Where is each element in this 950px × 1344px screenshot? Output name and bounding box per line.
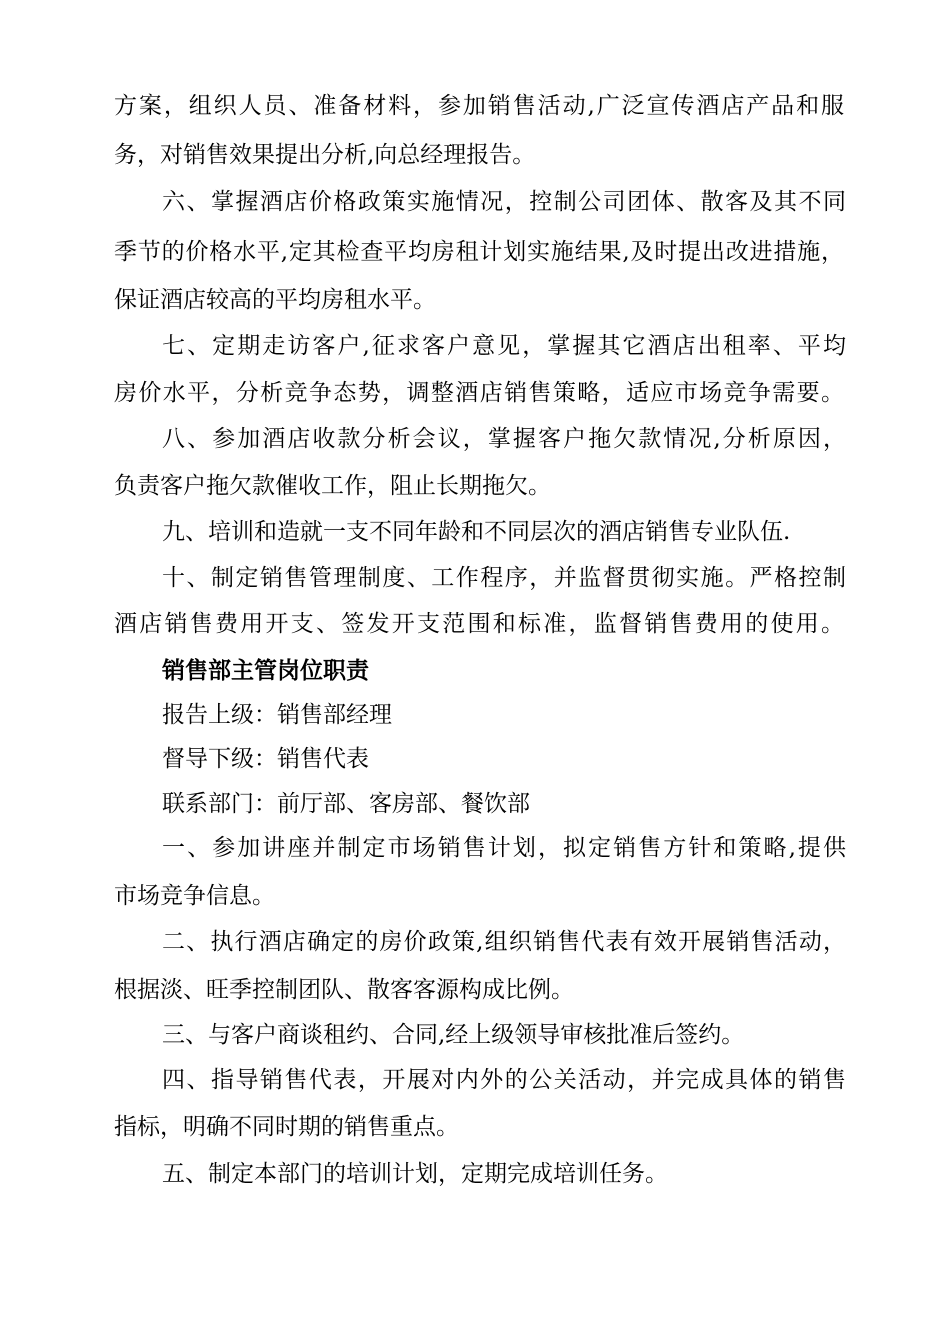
paragraph-line: 务，对销售效果提出分析,向总经理报告。	[114, 142, 536, 168]
paragraph-line: 六、掌握酒店价格政策实施情况，控制公司团体、散客及其不同	[162, 189, 846, 215]
paragraph-line: 九、培训和造就一支不同年龄和不同层次的酒店销售专业队伍.	[162, 519, 791, 545]
paragraph-line: 酒店销售费用开支、签发开支范围和标准，监督销售费用的使用。	[114, 611, 844, 637]
paragraph-line: 根据淡、旺季控制团队、散客客源构成比例。	[114, 977, 574, 1003]
paragraph-line: 十、制定销售管理制度、工作程序，并监督贯彻实施。严格控制	[162, 565, 846, 591]
paragraph-line: 指标，明确不同时期的销售重点。	[114, 1114, 459, 1140]
paragraph-line: 一、参加讲座并制定市场销售计划，拟定销售方针和策略,提供	[162, 835, 846, 861]
paragraph-line: 保证酒店较高的平均房租水平。	[114, 287, 436, 313]
paragraph-line: 方案，组织人员、准备材料，参加销售活动,广泛宣传酒店产品和服	[114, 93, 844, 119]
paragraph-line: 房价水平，分析竞争态势，调整酒店销售策略，适应市场竞争需要。	[114, 380, 844, 406]
info-line-supervise: 督导下级：销售代表	[162, 746, 369, 772]
paragraph-line: 七、定期走访客户,征求客户意见，掌握其它酒店出租率、平均	[162, 333, 846, 359]
paragraph-line: 四、指导销售代表，开展对内外的公关活动，并完成具体的销售	[162, 1067, 846, 1093]
paragraph-line: 季节的价格水平,定其检查平均房租计划实施结果,及时提出改进措施，	[114, 239, 844, 265]
section-heading: 销售部主管岗位职责	[162, 657, 369, 684]
paragraph-line: 三、与客户商谈租约、合同,经上级领导审核批准后签约。	[162, 1022, 745, 1048]
info-line-departments: 联系部门：前厅部、客房部、餐饮部	[162, 791, 530, 817]
paragraph-line: 二、执行酒店确定的房价政策,组织销售代表有效开展销售活动，	[162, 929, 846, 955]
paragraph-line: 负责客户拖欠款催收工作，阻止长期拖欠。	[114, 473, 551, 499]
paragraph-line: 五、制定本部门的培训计划，定期完成培训任务。	[162, 1161, 668, 1187]
paragraph-line: 市场竞争信息。	[114, 883, 275, 909]
info-line-report-to: 报告上级：销售部经理	[162, 702, 392, 728]
paragraph-line: 八、参加酒店收款分析会议，掌握客户拖欠款情况,分析原因，	[162, 426, 846, 452]
